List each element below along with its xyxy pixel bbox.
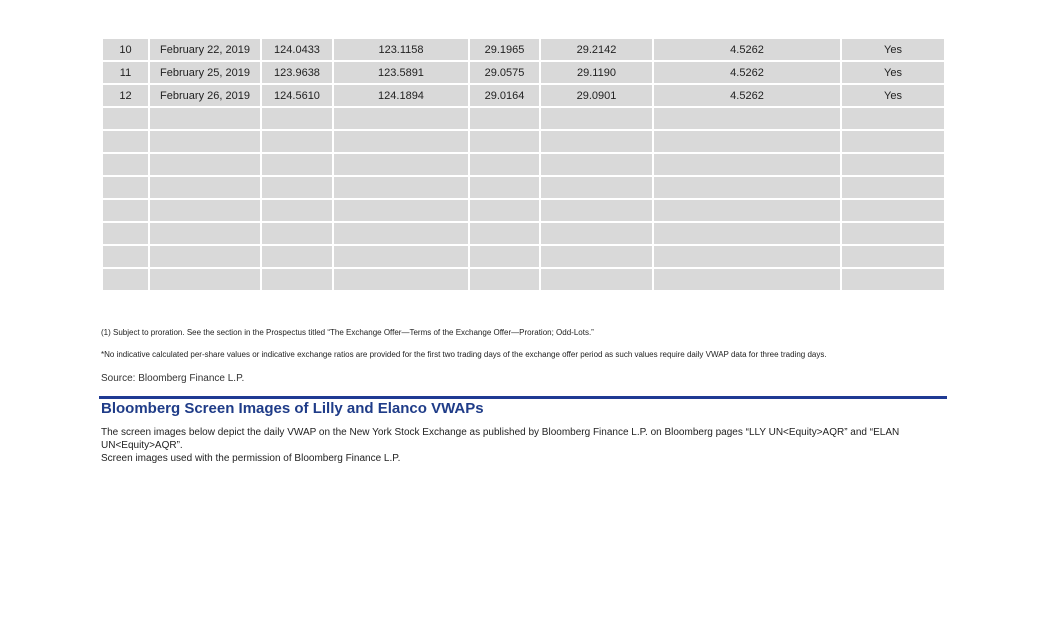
table-cell	[102, 199, 149, 222]
table-cell	[841, 130, 945, 153]
table-cell	[261, 245, 333, 268]
table-cell	[653, 130, 841, 153]
table-cell: 124.1894	[333, 84, 469, 107]
table-cell	[469, 199, 540, 222]
table-row	[102, 153, 945, 176]
table-cell: 124.0433	[261, 38, 333, 61]
table-cell	[333, 199, 469, 222]
table-cell: Yes	[841, 38, 945, 61]
table-cell	[102, 153, 149, 176]
table-cell	[149, 107, 261, 130]
footnote-indicative: *No indicative calculated per-share values or indicative exchange ratios are provided for the first two trading days of the exchange offer period as such values require daily VWAP data for three trading days.	[101, 350, 827, 359]
table-cell	[469, 222, 540, 245]
table-cell	[149, 130, 261, 153]
table-cell: February 25, 2019	[149, 61, 261, 84]
table-cell: 29.1965	[469, 38, 540, 61]
table-cell	[653, 199, 841, 222]
table-cell	[841, 222, 945, 245]
table-cell	[261, 130, 333, 153]
table-cell	[653, 107, 841, 130]
table-cell	[841, 153, 945, 176]
table-cell	[540, 130, 653, 153]
table-cell	[469, 107, 540, 130]
table-cell: 29.1190	[540, 61, 653, 84]
table-cell	[540, 199, 653, 222]
table-cell	[333, 222, 469, 245]
section-heading: Bloomberg Screen Images of Lilly and Elanco VWAPs	[101, 400, 484, 417]
table-cell	[149, 222, 261, 245]
table-row	[102, 222, 945, 245]
table-row	[102, 176, 945, 199]
table-cell	[469, 176, 540, 199]
table-cell	[841, 199, 945, 222]
table-cell: 124.5610	[261, 84, 333, 107]
table-cell: 4.5262	[653, 61, 841, 84]
table-row	[102, 268, 945, 291]
table-cell	[469, 153, 540, 176]
table-cell	[333, 130, 469, 153]
table-cell: 4.5262	[653, 84, 841, 107]
table-cell	[540, 107, 653, 130]
section-body-line: Screen images used with the permission of Bloomberg Finance L.P.	[101, 453, 401, 464]
section-divider	[99, 396, 947, 399]
table-body	[102, 38, 945, 291]
table-row	[102, 245, 945, 268]
table-cell	[261, 222, 333, 245]
table-cell: Yes	[841, 84, 945, 107]
table-cell	[261, 107, 333, 130]
table-cell: February 26, 2019	[149, 84, 261, 107]
table-cell	[102, 245, 149, 268]
table-cell	[102, 222, 149, 245]
table-cell	[469, 245, 540, 268]
table-cell: February 22, 2019	[149, 38, 261, 61]
table-cell: 4.5262	[653, 38, 841, 61]
table-cell	[653, 153, 841, 176]
section-body	[101, 426, 946, 465]
table-cell	[653, 222, 841, 245]
table-cell: 29.0901	[540, 84, 653, 107]
table-row	[102, 107, 945, 130]
table-cell	[540, 176, 653, 199]
table-cell	[540, 245, 653, 268]
section-body-line: The screen images below depict the daily VWAP on the New York Stock Exchange as published by Bloomberg Finance L.P. on Bloomberg pages “LLY UN<Equity>AQR” and “ELAN UN<Equity>AQR”.	[101, 427, 900, 451]
table-cell	[333, 245, 469, 268]
table-cell	[102, 176, 149, 199]
table-cell: 29.0164	[469, 84, 540, 107]
table-cell	[149, 176, 261, 199]
table-cell	[149, 268, 261, 291]
vwap-table	[101, 37, 946, 292]
table-cell: 123.5891	[333, 61, 469, 84]
table-cell	[540, 268, 653, 291]
table-cell	[841, 176, 945, 199]
table-cell	[540, 153, 653, 176]
table-cell: 10	[102, 38, 149, 61]
table-cell	[102, 107, 149, 130]
footnote-proration: (1) Subject to proration. See the section in the Prospectus titled “The Exchange Offer—Terms of the Exchange Offer—Proration; Odd-Lots.”	[101, 328, 594, 337]
table-row	[102, 84, 945, 107]
table-cell	[261, 199, 333, 222]
table-cell	[149, 199, 261, 222]
source-line: Source: Bloomberg Finance L.P.	[101, 373, 245, 384]
table-cell: 29.2142	[540, 38, 653, 61]
table-row	[102, 61, 945, 84]
table-cell	[149, 153, 261, 176]
table-cell: 123.9638	[261, 61, 333, 84]
table-cell	[841, 268, 945, 291]
table-cell	[653, 268, 841, 291]
table-cell: 29.0575	[469, 61, 540, 84]
table-cell	[149, 245, 261, 268]
table-cell	[653, 245, 841, 268]
table-cell: 11	[102, 61, 149, 84]
table-cell: 12	[102, 84, 149, 107]
table-cell	[469, 130, 540, 153]
table-cell	[469, 268, 540, 291]
table-cell	[261, 176, 333, 199]
table-cell	[102, 268, 149, 291]
table-cell: 123.1158	[333, 38, 469, 61]
table-cell	[653, 176, 841, 199]
table-cell	[261, 268, 333, 291]
table-cell	[333, 176, 469, 199]
table-row	[102, 38, 945, 61]
table-cell	[333, 107, 469, 130]
table-cell	[841, 107, 945, 130]
table-cell	[333, 153, 469, 176]
table-row	[102, 130, 945, 153]
table-row	[102, 199, 945, 222]
table-cell	[841, 245, 945, 268]
table-cell	[540, 222, 653, 245]
table-cell: Yes	[841, 61, 945, 84]
table-cell	[333, 268, 469, 291]
table-cell	[102, 130, 149, 153]
table-cell	[261, 153, 333, 176]
